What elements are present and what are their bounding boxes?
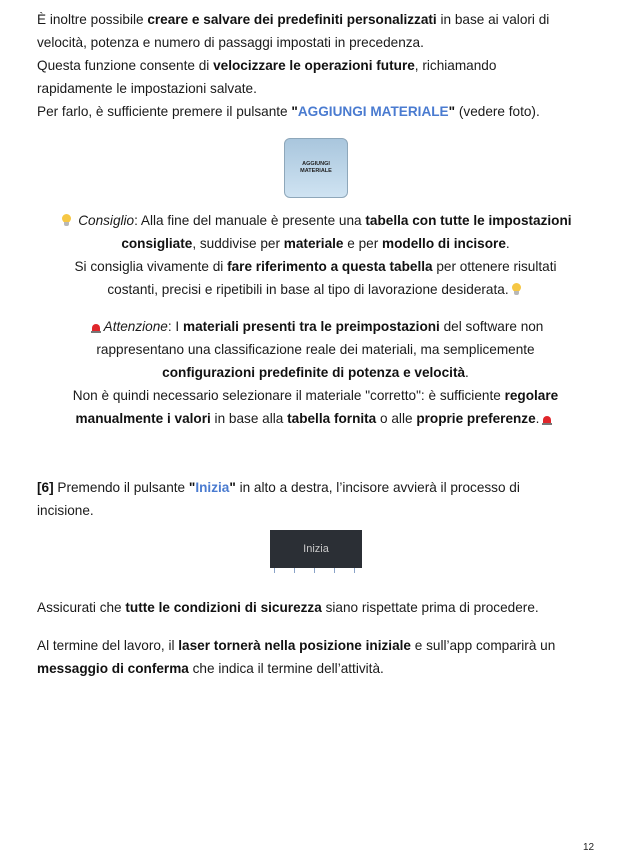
- bold-text: tutte le condizioni di sicurezza: [125, 600, 322, 615]
- text: in alto a destra, l’incisore avvierà il processo di: [235, 480, 520, 495]
- quote: ": [291, 104, 298, 119]
- text-line: [30, 278, 601, 301]
- step-6: [37, 476, 597, 522]
- warning-label: Attenzione: [103, 319, 168, 334]
- text-line: [37, 634, 597, 657]
- text: in base alla: [210, 411, 288, 426]
- lightbulb-icon: [62, 214, 71, 227]
- siren-icon: [91, 321, 101, 333]
- button-reference-inizia: Inizia: [195, 480, 230, 495]
- ruler-ticks: [270, 568, 362, 576]
- text-line: rapidamente le impostazioni salvate.: [37, 81, 257, 96]
- safety-paragraph: [37, 596, 597, 619]
- button-label-line: AGGIUNGI: [302, 161, 330, 167]
- page-number: 12: [583, 842, 595, 853]
- text: Assicurati che: [37, 600, 126, 615]
- bold-text: consigliate: [121, 236, 193, 251]
- text-line: [30, 407, 601, 430]
- button-label: [300, 161, 332, 175]
- tip-label: Consiglio: [78, 213, 135, 228]
- bold-text: materiale: [283, 236, 344, 251]
- text: È inoltre possibile: [37, 12, 148, 27]
- quote: ": [188, 480, 196, 495]
- paragraph-presets: [37, 8, 597, 123]
- text: : Alla fine del manuale è presente una: [134, 213, 366, 228]
- bold-text: proprie preferenze: [416, 411, 536, 426]
- bold-text: velocizzare le operazioni future: [213, 58, 415, 73]
- text-line: [30, 232, 601, 255]
- quote: ": [448, 104, 456, 119]
- text: .: [465, 365, 469, 380]
- text: in base ai valori di: [436, 12, 550, 27]
- text: , suddivise per: [192, 236, 284, 251]
- text-line: [37, 100, 597, 123]
- text-line: [37, 596, 597, 619]
- step-number: [6]: [37, 480, 54, 495]
- text-line: [30, 384, 601, 407]
- tick: [274, 568, 275, 573]
- text: .: [535, 411, 540, 426]
- bold-text: modello di incisore: [382, 236, 506, 251]
- siren-icon: [542, 413, 552, 425]
- button-label: Inizia: [303, 543, 329, 555]
- text-line: [30, 255, 601, 278]
- tick: [334, 568, 335, 573]
- tick: [294, 568, 295, 573]
- text-line: velocità, potenza e numero di passaggi impostati in precedenza.: [37, 35, 424, 50]
- text: Questa funzione consente di: [37, 58, 214, 73]
- end-paragraph: [37, 634, 597, 680]
- text: (vedere foto).: [455, 104, 540, 119]
- text-line: rappresentano una classificazione reale dei materiali, ma semplicemente: [96, 342, 535, 357]
- text-line: [30, 361, 601, 384]
- inizia-button[interactable]: [270, 530, 362, 568]
- bold-text: regolare: [504, 388, 559, 403]
- text-line: [30, 315, 601, 338]
- bold-text: materiali presenti tra le preimpostazioni: [182, 319, 440, 334]
- text: per ottenere risultati: [432, 259, 557, 274]
- lightbulb-icon: [512, 283, 521, 296]
- text: Premendo il pulsante: [53, 480, 189, 495]
- text: .: [505, 236, 510, 251]
- text-line: [37, 8, 597, 31]
- text: Per farlo, è sufficiente premere il pulsante: [37, 104, 292, 119]
- text-line: incisione.: [37, 503, 94, 518]
- button-reference-aggiungi: AGGIUNGI MATERIALE: [297, 104, 449, 119]
- text-line: [37, 657, 597, 680]
- text: costanti, precisi e ripetibili in base al tipo di lavorazione desiderata.: [107, 282, 509, 297]
- text: o alle: [376, 411, 417, 426]
- bold-text: tabella con tutte le impostazioni: [365, 213, 572, 228]
- bold-text: laser tornerà nella posizione iniziale: [178, 638, 411, 653]
- tick: [354, 568, 355, 573]
- bold-text: creare e salvare dei predefiniti personalizzati: [147, 12, 437, 27]
- button-label-line: MATERIALE: [300, 168, 332, 174]
- text-line: [37, 476, 597, 499]
- text: : I: [167, 319, 183, 334]
- warning-block: [30, 315, 601, 430]
- quote: ": [229, 480, 236, 495]
- text: del software non: [439, 319, 544, 334]
- text: siano rispettate prima di procedere.: [321, 600, 539, 615]
- text: e sull’app comparirà un: [410, 638, 556, 653]
- text: Al termine del lavoro, il: [37, 638, 179, 653]
- text: , richiamando: [414, 58, 497, 73]
- tick: [314, 568, 315, 573]
- bold-text: fare riferimento a questa tabella: [227, 259, 433, 274]
- bold-text: manualmente i valori: [75, 411, 211, 426]
- text-line: [30, 209, 601, 232]
- text-line: [37, 54, 597, 77]
- tip-block: [30, 209, 601, 301]
- bold-text: configurazioni predefinite di potenza e velocità: [162, 365, 466, 380]
- aggiungi-materiale-button[interactable]: [284, 138, 348, 198]
- text: Non è quindi necessario selezionare il materiale "corretto": è sufficiente: [72, 388, 505, 403]
- bold-text: messaggio di conferma: [37, 661, 189, 676]
- bold-text: tabella fornita: [287, 411, 377, 426]
- text: e per: [343, 236, 383, 251]
- text: che indica il termine dell’attività.: [188, 661, 384, 676]
- text: Si consiglia vivamente di: [74, 259, 228, 274]
